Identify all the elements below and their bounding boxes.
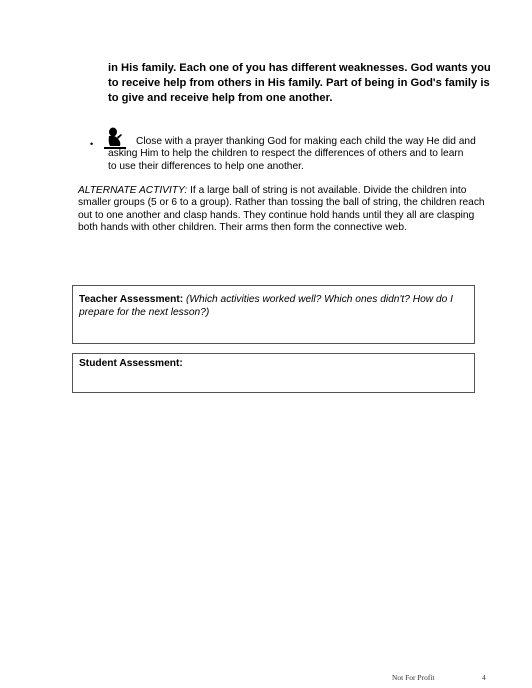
- bullet-marker: •: [90, 139, 94, 149]
- teacher-assessment-prompt: (Which activities worked well? Which ones didn't? How do I prepare for the next lesson?): [79, 294, 453, 318]
- alternate-activity-label: ALTERNATE ACTIVITY:: [78, 185, 188, 196]
- closing-paragraph: in His family. Each one of you has different weaknesses. God wants you to receive help from others in His family. Part of being in God's family is to give and receive help from one another.: [108, 62, 491, 104]
- alternate-activity-text: If a large ball of string is not available. Divide the children into smaller groups (5 or 6 to a group). Rather than tossing the ball of string, the children reach out to one another and clasp hands. They continue hold hands until they all are clasping both hands with other children. Their arms then form the connective web.: [78, 185, 485, 234]
- page-footer: [392, 673, 492, 682]
- student-assessment-label: Student Assessment:: [79, 358, 183, 369]
- alternate-activity-paragraph: [78, 185, 488, 235]
- prayer-instruction: [108, 136, 493, 173]
- prayer-line-1: Close with a prayer thanking God for making each child the way He did and: [136, 136, 476, 147]
- teacher-assessment-label: Teacher Assessment:: [79, 294, 184, 305]
- prayer-line-2: asking Him to help the children to respect the differences of others and to learn: [108, 148, 464, 160]
- footer-text: Not For Profit: [392, 673, 435, 682]
- student-assessment-box[interactable]: [72, 353, 475, 393]
- page-number: 4: [482, 673, 486, 682]
- prayer-line-3: to use their differences to help one another.: [108, 160, 304, 172]
- teacher-assessment-box[interactable]: [72, 285, 475, 344]
